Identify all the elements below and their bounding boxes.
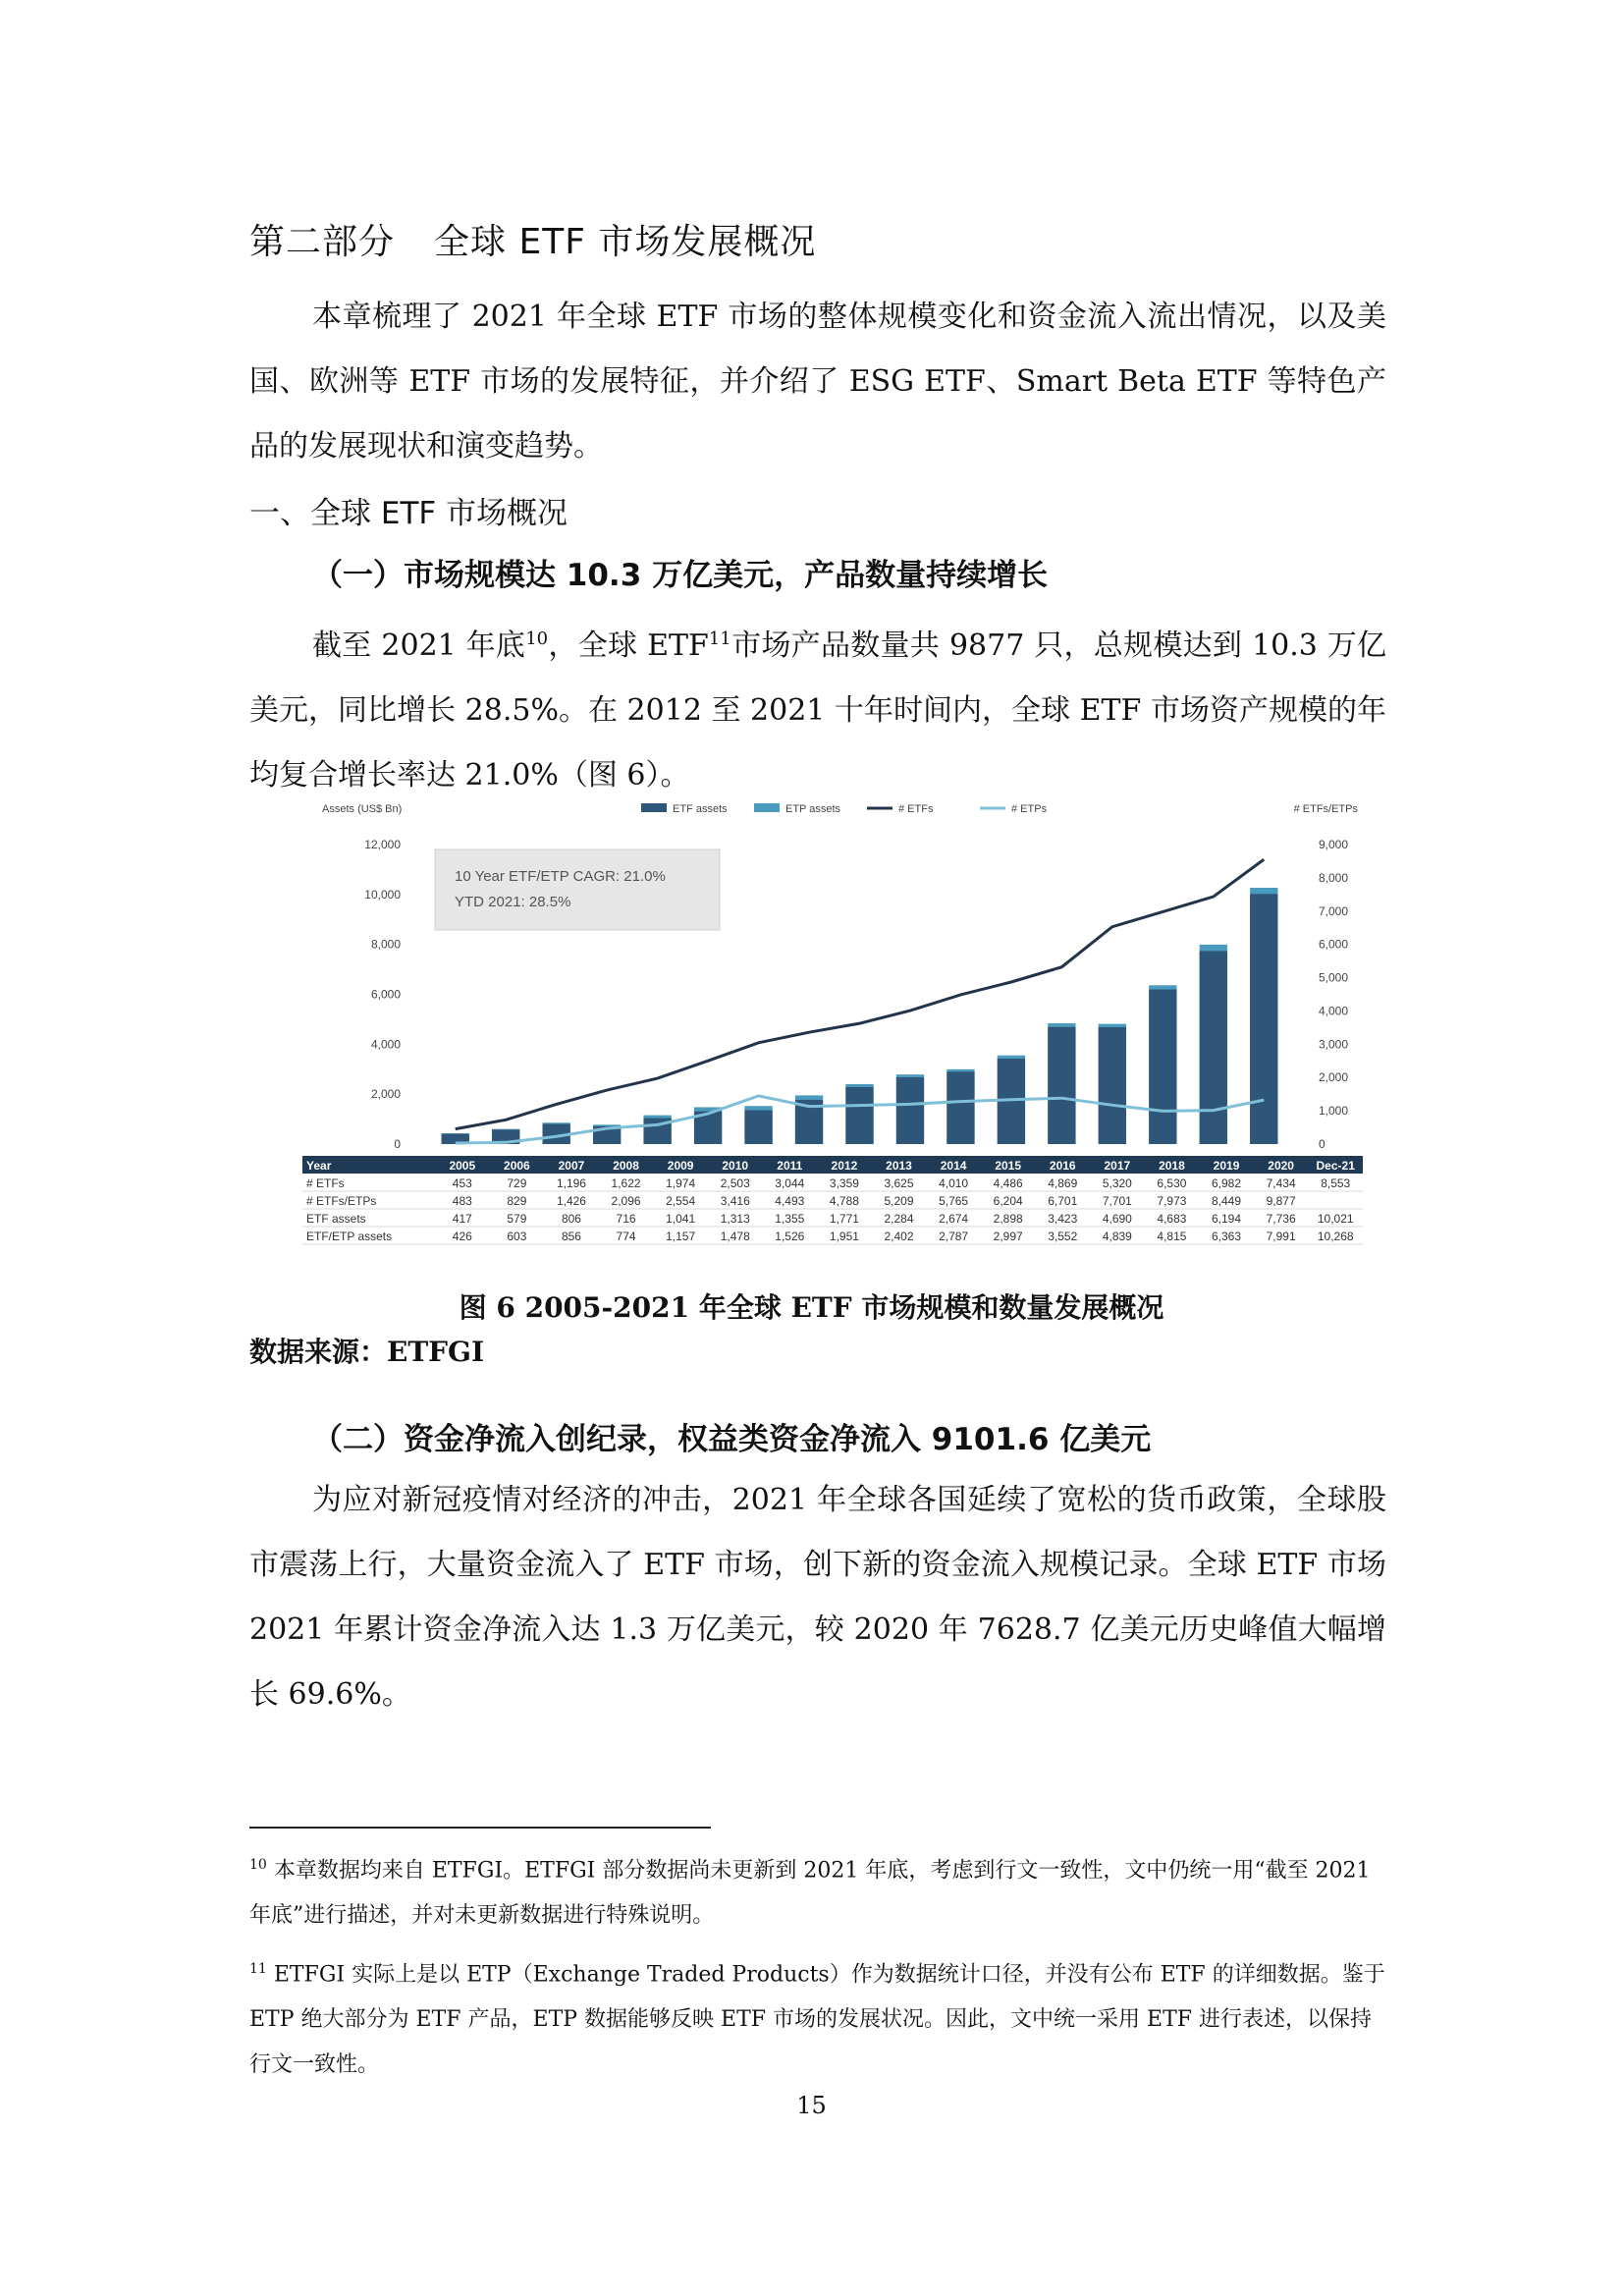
table-cell: 1,157 [666, 1230, 696, 1243]
table-cell: 8,553 [1321, 1176, 1351, 1190]
right-tick-label: 4,000 [1319, 1004, 1349, 1018]
table-year: 2008 [613, 1159, 639, 1173]
etf-assets-bar [1200, 951, 1227, 1144]
left-axis-title: Assets (US$ Bn) [322, 803, 403, 815]
right-tick-label: 9,000 [1319, 838, 1349, 851]
left-tick-label: 8,000 [370, 937, 401, 952]
table-cell: 1,426 [556, 1194, 586, 1208]
table-year: 2015 [995, 1159, 1022, 1173]
table-cell: 3,359 [829, 1176, 859, 1190]
table-cell: 4,839 [1102, 1230, 1132, 1243]
table-cell: 7,736 [1266, 1212, 1296, 1226]
table-cell: 1,622 [611, 1176, 641, 1190]
footnote-ref-11[interactable]: 11 [708, 629, 731, 649]
table-year: 2013 [886, 1159, 912, 1173]
etf-assets-bar [744, 1111, 772, 1144]
table-year: 2019 [1213, 1159, 1240, 1173]
paragraph-market-size [249, 607, 1386, 808]
table-cell: 603 [507, 1230, 527, 1243]
table-cell: 1,313 [720, 1212, 750, 1226]
table-cell: 2,096 [611, 1194, 641, 1208]
table-cell: 5,765 [939, 1194, 969, 1208]
table-cell: 4,010 [939, 1176, 969, 1190]
legend-swatch [754, 803, 780, 812]
table-cell: 426 [452, 1230, 472, 1243]
legend-label: ETP assets [785, 803, 841, 815]
footnote-text: 本章数据均来自 ETFGI。ETFGI 部分数据尚未更新到 2021 年底，考虑到行文一致性，文中仍统一用“截至 2021 年底”进行描述，并对未更新数据进行特殊说明。 [249, 1858, 1371, 1929]
table-year: 2014 [940, 1159, 967, 1173]
table-cell: 4,493 [775, 1194, 805, 1208]
figure-caption: 图 6 2005-2021 年全球 ETF 市场规模和数量发展概况 [459, 1291, 1164, 1324]
table-cell: 1,041 [666, 1212, 696, 1226]
right-tick-label: 5,000 [1319, 970, 1349, 985]
left-tick-label: 12,000 [364, 838, 401, 851]
table-cell: 829 [507, 1194, 527, 1208]
table-cell: 3,625 [884, 1176, 914, 1190]
legend-label: ETF assets [673, 803, 728, 815]
footnote-divider [249, 1827, 711, 1829]
table-cell: 5,209 [884, 1194, 914, 1208]
table-cell: 10,268 [1317, 1230, 1354, 1243]
table-cell: 2,284 [884, 1212, 914, 1226]
table-cell: 3,416 [720, 1194, 750, 1208]
chapter-heading [249, 214, 816, 264]
table-cell: 7,434 [1266, 1176, 1296, 1190]
table-cell: 774 [616, 1230, 636, 1243]
right-tick-label: 8,000 [1319, 870, 1349, 885]
table-cell: 579 [507, 1212, 527, 1226]
table-row-label: ETF/ETP assets [306, 1230, 393, 1243]
table-cell: 4,486 [993, 1176, 1023, 1190]
chapter-part: 第二部分 [249, 222, 396, 262]
table-year: 2005 [449, 1159, 476, 1173]
table-cell: 806 [561, 1212, 581, 1226]
table-cell: 453 [452, 1176, 472, 1190]
table-cell: 1,355 [775, 1212, 805, 1226]
table-cell: 4,690 [1102, 1212, 1132, 1226]
etf-assets-bar [896, 1077, 924, 1144]
chapter-title: 全球 ETF 市场发展概况 [434, 222, 817, 262]
footnote-number: 10 [249, 1857, 267, 1873]
table-cell: 2,787 [939, 1230, 969, 1243]
table-year: 2012 [831, 1159, 858, 1173]
subsection-heading-1: （一）市场规模达 10.3 万亿美元，产品数量持续增长 [312, 558, 1049, 593]
left-tick-label: 10,000 [364, 887, 401, 902]
table-year: 2020 [1268, 1159, 1294, 1173]
left-tick-label: 6,000 [370, 987, 401, 1002]
left-tick-label: 4,000 [370, 1037, 401, 1052]
table-cell: 2,674 [939, 1212, 969, 1226]
intro-paragraph: 本章梳理了 2021 年全球 ETF 市场的整体规模变化和资金流入流出情况，以及美国、欧洲等 ETF 市场的发展特征，并介绍了 ESG ETF、Smart Beta ETF 等特色产品的发展现状和演变趋势。 [249, 300, 1386, 464]
table-cell: 1,196 [556, 1176, 586, 1190]
table-cell: 2,554 [666, 1194, 696, 1208]
table-cell: 1,951 [829, 1230, 859, 1243]
table-cell: 417 [452, 1212, 472, 1226]
table-cell: 8,449 [1212, 1194, 1242, 1208]
table-cell: 1,974 [666, 1176, 696, 1190]
table-cell: 2,898 [993, 1212, 1023, 1226]
table-row-label: # ETFs [306, 1176, 345, 1190]
section-heading: 一、全球 ETF 市场概况 [249, 496, 568, 531]
right-axis-title: # ETFs/ETPs [1293, 803, 1358, 815]
right-tick-label: 0 [1319, 1137, 1325, 1151]
etf-assets-bar [1099, 1027, 1126, 1144]
left-tick-label: 2,000 [370, 1087, 401, 1102]
para1-text-b: ，全球 ETF [548, 629, 709, 663]
right-tick-label: 2,000 [1319, 1070, 1349, 1085]
legend-label: # ETPs [1011, 803, 1048, 815]
table-year: 2011 [777, 1159, 803, 1173]
para1-text-a: 截至 2021 年底 [312, 629, 526, 663]
legend-label: # ETFs [898, 803, 934, 815]
table-cell: 856 [561, 1230, 581, 1243]
table-cell: 1,526 [775, 1230, 805, 1243]
table-year: 2007 [558, 1159, 585, 1173]
annotation-cagr: 10 Year ETF/ETP CAGR: 21.0% [455, 868, 666, 885]
page-number: 15 [796, 2092, 827, 2119]
paragraph-fund-flows: 为应对新冠疫情对经济的冲击，2021 年全球各国延续了宽松的货币政策，全球股市震荡上行，大量资金流入了 ETF 市场，创下新的资金流入规模记录。全球 ETF 市场 2021 年累计资金净流入达 1.3 万亿美元，较 2020 年 7628.7 亿美元历史峰值大幅增长 69.6%。 [249, 1483, 1386, 1712]
data-source: 数据来源：ETFGI [249, 1336, 485, 1368]
table-cell: 1,478 [720, 1230, 750, 1243]
etf-market-chart [302, 800, 1363, 1262]
table-cell: 4,683 [1157, 1212, 1187, 1226]
footnote-number: 11 [249, 1961, 267, 1977]
table-cell: 2,503 [720, 1176, 750, 1190]
table-cell: 729 [507, 1176, 527, 1190]
table-row-label: ETF assets [306, 1212, 366, 1226]
right-tick-label: 1,000 [1319, 1104, 1349, 1119]
table-cell: 483 [452, 1194, 472, 1208]
table-row-label: # ETFs/ETPs [306, 1194, 377, 1208]
table-year: 2017 [1104, 1159, 1131, 1173]
table-cell: 6,701 [1048, 1194, 1078, 1208]
table-cell: 6,194 [1212, 1212, 1242, 1226]
table-year: 2016 [1049, 1159, 1076, 1173]
table-year: 2010 [722, 1159, 749, 1173]
table-cell: 6,982 [1212, 1176, 1242, 1190]
table-year: Dec-21 [1316, 1159, 1355, 1173]
table-cell: 10,021 [1317, 1212, 1354, 1226]
table-cell: 7,701 [1102, 1194, 1132, 1208]
table-cell: 3,044 [775, 1176, 805, 1190]
table-cell: 9,877 [1266, 1194, 1296, 1208]
table-cell: 6,363 [1212, 1230, 1242, 1243]
table-year: 2009 [667, 1159, 694, 1173]
table-cell: 2,402 [884, 1230, 914, 1243]
para1-text-c: 市场产品数量共 9877 只，总规模达到 10.3 万亿美元，同比增长 28.5%。在 2012 至 2021 十年时间内，全球 ETF 市场资产规模的年均复合增长率达 21.0%（图 6）。 [249, 629, 1386, 793]
subsection-heading-2: （二）资金净流入创纪录，权益类资金净流入 9101.6 亿美元 [312, 1422, 1152, 1457]
table-cell: 3,552 [1048, 1230, 1078, 1243]
table-cell: 4,815 [1157, 1230, 1187, 1243]
etf-assets-bar [947, 1071, 974, 1144]
table-header-label: Year [306, 1159, 332, 1173]
left-tick-label: 0 [394, 1137, 401, 1151]
table-cell: 3,423 [1048, 1212, 1078, 1226]
annotation-ytd: YTD 2021: 28.5% [455, 894, 571, 910]
table-cell: 6,530 [1157, 1176, 1187, 1190]
right-tick-label: 6,000 [1319, 937, 1349, 952]
etf-assets-bar [1048, 1027, 1075, 1144]
table-cell: 1,771 [829, 1212, 859, 1226]
footnote-ref-10[interactable]: 10 [525, 629, 549, 649]
table-cell: 7,973 [1157, 1194, 1187, 1208]
table-cell: 4,788 [829, 1194, 859, 1208]
table-cell: 716 [616, 1212, 636, 1226]
table-year: 2018 [1159, 1159, 1185, 1173]
table-cell: 2,997 [993, 1230, 1023, 1243]
annotation-box [435, 849, 720, 930]
right-tick-label: 3,000 [1319, 1037, 1349, 1052]
etf-assets-bar [1149, 990, 1176, 1144]
table-year: 2006 [504, 1159, 530, 1173]
footnote-11 [249, 1946, 1388, 2088]
legend-swatch [641, 803, 667, 812]
footnote-10 [249, 1842, 1388, 1939]
footnote-text: ETFGI 实际上是以 ETP（Exchange Traded Products）作为数据统计口径，并没有公布 ETF 的详细数据。鉴于 ETP 绝大部分为 ETF 产品，ETP 数据能够反映 ETF 市场的发展状况。因此，文中统一采用 ETF 进行表述，以保持行文一致性。 [249, 1962, 1385, 2078]
table-cell: 4,869 [1048, 1176, 1078, 1190]
table-cell: 7,991 [1266, 1230, 1296, 1243]
table-cell: 5,320 [1102, 1176, 1132, 1190]
etf-assets-bar [845, 1087, 873, 1144]
table-cell: 6,204 [993, 1194, 1023, 1208]
right-tick-label: 7,000 [1319, 903, 1349, 918]
etf-assets-bar [1250, 894, 1277, 1144]
